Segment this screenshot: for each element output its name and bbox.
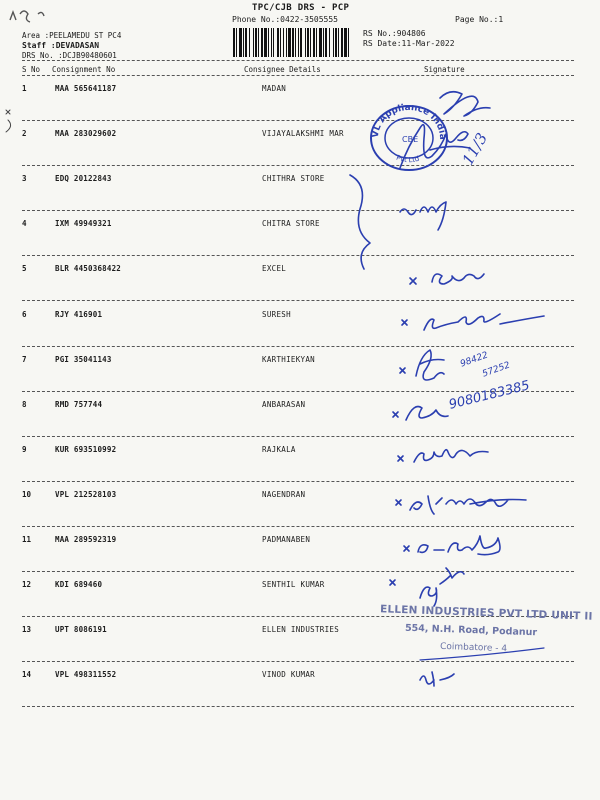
barcode-bar: [273, 28, 274, 57]
consignee-name: MADAN: [262, 84, 287, 93]
barcode-bar: [236, 28, 237, 57]
handwritten-phone-row-8: 9080183385: [447, 378, 532, 413]
barcode-bar: [253, 28, 254, 57]
barcode-bar: [333, 28, 334, 57]
barcode-bar: [286, 28, 287, 57]
barcode-bar: [255, 28, 257, 57]
header-rule-bottom: [22, 75, 574, 76]
barcode-bar: [325, 28, 327, 57]
barcode-bar: [277, 28, 279, 57]
row-separator: [22, 210, 574, 211]
stamp-ellen-line-3: Coimbatore - 4: [439, 641, 508, 655]
barcode-bar: [261, 28, 263, 57]
barcode-bar: [295, 28, 296, 57]
row-sno: 13: [22, 625, 32, 634]
row-sno: 5: [22, 264, 27, 273]
barcode-bar: [316, 28, 317, 57]
signature-row-8: [406, 407, 448, 421]
consignee-name: EXCEL: [262, 264, 287, 273]
row-separator: [22, 526, 574, 527]
consignee-name: VINOD KUMAR: [262, 670, 315, 679]
signature-row-7: [416, 350, 444, 380]
vl-appliance-round-stamp: [364, 98, 454, 172]
signature-row-5: [432, 274, 484, 284]
barcode-bar: [323, 28, 324, 57]
barcode-bar: [271, 28, 272, 57]
cross-row-12: [390, 580, 395, 585]
signature-row-12: [420, 568, 464, 606]
row-separator: [22, 300, 574, 301]
consignee-name: SURESH: [262, 310, 291, 319]
row-separator: [22, 661, 574, 662]
barcode-bar: [283, 28, 284, 57]
barcode-bar: [268, 28, 269, 57]
cross-row-5: [410, 278, 416, 284]
signature-row-4: [400, 202, 446, 230]
cross-row-11: [404, 546, 409, 551]
page-number: Page No.:1: [455, 15, 504, 24]
row-sno: 2: [22, 129, 27, 138]
rs-number: RS No.:904806: [363, 29, 426, 38]
consignee-name: ELLEN INDUSTRIES: [262, 625, 340, 634]
barcode-bar: [344, 28, 347, 57]
barcode-bar: [307, 28, 309, 57]
barcode-bar: [233, 28, 235, 57]
barcode-bar: [313, 28, 315, 57]
document-title: TPC/CJB DRS - PCP: [252, 3, 350, 13]
cross-row-6: [402, 320, 407, 325]
row-sno: 12: [22, 580, 32, 589]
signature-row-9: [414, 450, 488, 462]
rs-date: RS Date:11-Mar-2022: [363, 39, 455, 48]
barcode-bar: [319, 28, 322, 57]
row-separator: [22, 706, 574, 707]
consignment-number: RMD 757744: [55, 400, 103, 409]
handwritten-date-row-2: 11/3: [458, 129, 492, 169]
row-sno: 11: [22, 535, 32, 544]
row-separator: [22, 165, 574, 166]
row-sno: 14: [22, 670, 32, 679]
cross-row-7: [400, 368, 405, 373]
barcode-bar: [245, 28, 247, 57]
barcode-bar: [280, 28, 281, 57]
signature-row-6: [424, 314, 544, 330]
row-sno: 9: [22, 445, 27, 454]
row-sno: 4: [22, 219, 27, 228]
consignee-name: NAGENDRAN: [262, 490, 306, 499]
consignment-number: VPL 212528103: [55, 490, 117, 499]
row-sno: 3: [22, 174, 27, 183]
signature-row-10: [410, 496, 526, 514]
row-sno: 8: [22, 400, 27, 409]
consignee-name: ANBARASAN: [262, 400, 306, 409]
column-header-consignee: Consignee Details: [244, 65, 321, 74]
area-label: Area :PEELAMEDU ST PC4: [22, 31, 122, 40]
consignment-number: MAA 565641187: [55, 84, 117, 93]
stamp-vl-top-text: VL Appliance India: [370, 102, 448, 141]
consignee-name: CHITRA STORE: [262, 219, 320, 228]
barcode-bar: [264, 28, 267, 57]
barcode-bar: [258, 28, 259, 57]
svg-text:Pvt Ltd: [395, 154, 420, 165]
cross-row-8: [393, 412, 398, 417]
barcode-bar: [288, 28, 291, 57]
barcode: [232, 28, 352, 57]
consignee-name: PADMANABEN: [262, 535, 311, 544]
cross-row-10: [396, 500, 401, 505]
signature-row-14: [420, 672, 454, 686]
barcode-bar: [341, 28, 343, 57]
consignment-number: PGI 35041143: [55, 355, 112, 364]
header-rule-top: [22, 60, 574, 61]
row-separator: [22, 346, 574, 347]
consignment-number: KDI 689460: [55, 580, 103, 589]
consignee-name: CHITHRA STORE: [262, 174, 325, 183]
consignment-number: EDQ 20122843: [55, 174, 112, 183]
stamp-ellen-line-1: ELLEN INDUSTRIES PVT LTD UNIT II: [379, 603, 593, 623]
column-header-signature: Signature: [424, 65, 465, 74]
stamp-vl-bottom-text: Pvt Ltd: [395, 153, 421, 165]
barcode-bar: [305, 28, 306, 57]
barcode-bar: [239, 28, 242, 57]
barcode-bar: [292, 28, 294, 57]
handwritten-phone-row-7b: 57252: [481, 360, 512, 380]
barcode-bar: [338, 28, 339, 57]
consignment-number: MAA 289592319: [55, 535, 117, 544]
consignment-number: VPL 498311552: [55, 670, 117, 679]
drs-number: DRS No. :DCJB90480601: [22, 51, 117, 60]
barcode-bar: [300, 28, 302, 57]
consignee-name: KARTHIEKYAN: [262, 355, 315, 364]
barcode-bar: [298, 28, 299, 57]
row-sno: 1: [22, 84, 27, 93]
phone-number: Phone No.:0422-3505555: [232, 15, 338, 24]
consignment-number: KUR 693510992: [55, 445, 117, 454]
consignee-name: VIJAYALAKSHMI MAR: [262, 129, 344, 138]
consignment-number: RJY 416901: [55, 310, 103, 319]
barcode-bar: [329, 28, 330, 57]
row-separator: [22, 436, 574, 437]
row-separator: [22, 255, 574, 256]
stamp-ellen-line-2: 554, N.H. Road, Podanur: [404, 622, 538, 639]
row-sno: 6: [22, 310, 27, 319]
barcode-bar: [348, 28, 349, 57]
barcode-bar: [249, 28, 250, 57]
row-separator: [22, 571, 574, 572]
row-separator: [22, 481, 574, 482]
row-sno: 7: [22, 355, 27, 364]
consignment-number: IXM 49949321: [55, 219, 112, 228]
column-header-consignment: Consignment No: [52, 65, 116, 74]
pen-mark-left: [6, 110, 11, 132]
consignee-name: RAJKALA: [262, 445, 296, 454]
column-header-sno: S No: [22, 65, 41, 74]
barcode-bar: [335, 28, 337, 57]
row-sno: 10: [22, 490, 32, 499]
barcode-bar: [310, 28, 311, 57]
consignment-number: MAA 283029602: [55, 129, 117, 138]
signature-row-11: [418, 536, 500, 555]
handwritten-phone-row-7a: 98422: [459, 350, 490, 370]
consignment-number: UPT 8086191: [55, 625, 107, 634]
staff-label: Staff :DEVADASAN: [22, 41, 100, 50]
consignment-number: BLR 4450368422: [55, 264, 122, 273]
consignee-name: SENTHIL KUMAR: [262, 580, 325, 589]
stamp-vl-center-text: CBE: [402, 135, 419, 144]
corner-scribble: [4, 6, 64, 32]
row-separator: [22, 120, 574, 121]
barcode-bar: [243, 28, 244, 57]
cross-row-9: [398, 456, 403, 461]
